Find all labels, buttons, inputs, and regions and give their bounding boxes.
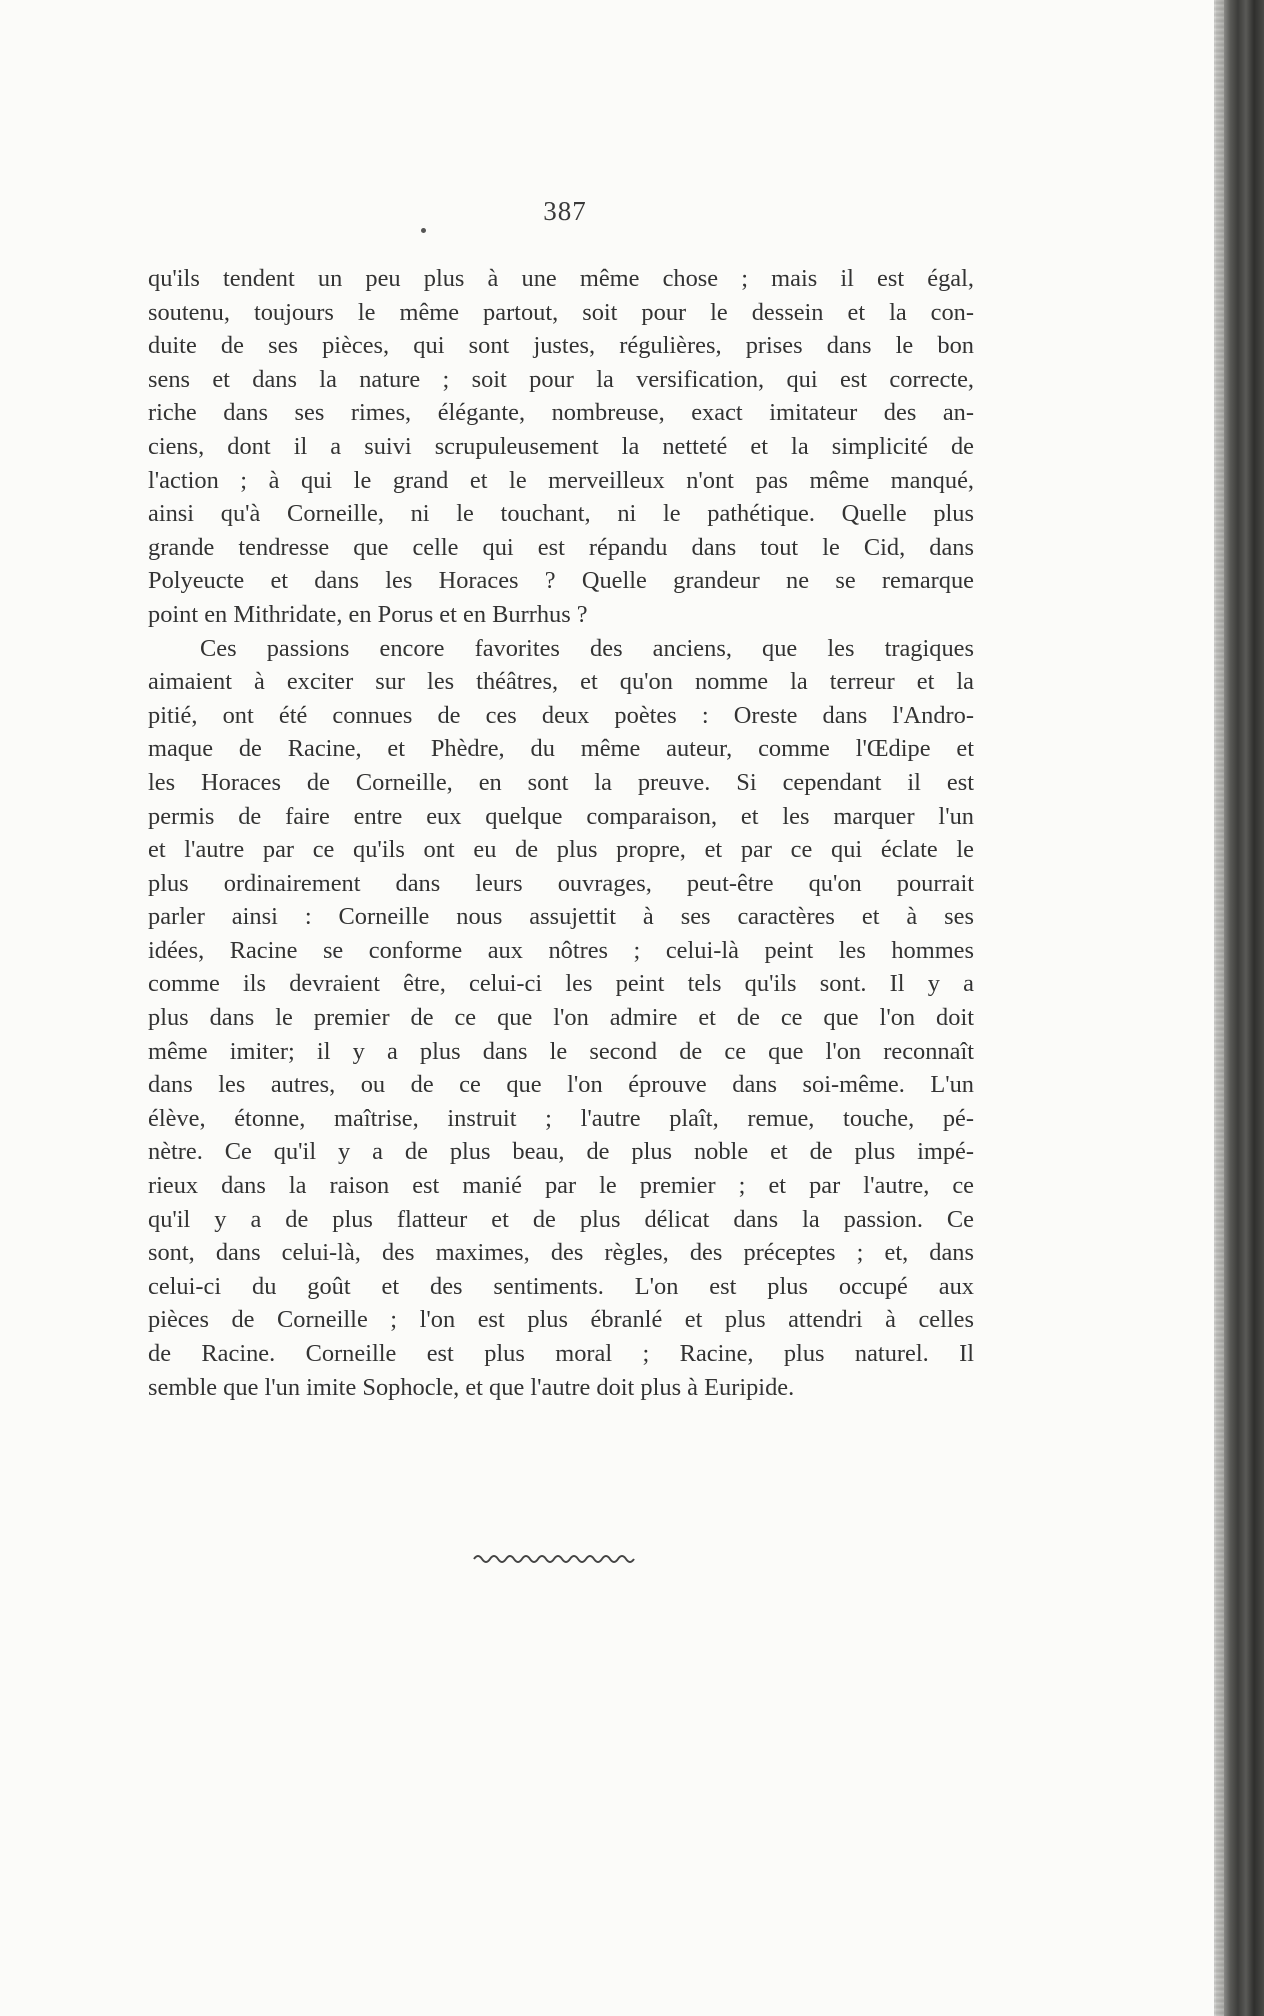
text-line: point en Mithridate, en Porus et en Burrhus ?	[148, 600, 588, 628]
body-text	[148, 262, 974, 1404]
text-line: celui-ci du goût et des sentiments. L'on est plus occupé aux	[148, 1272, 974, 1300]
text-line: Polyeucte et dans les Horaces ? Quelle grandeur ne se remarque	[148, 567, 974, 595]
text-line: nètre. Ce qu'il y a de plus beau, de plus noble et de plus impé-	[148, 1138, 974, 1166]
text-line: pièces de Corneille ; l'on est plus ébranlé et plus attendri à celles	[148, 1306, 974, 1334]
text-line: sont, dans celui-là, des maximes, des règles, des préceptes ; et, dans	[148, 1239, 974, 1267]
book-page-stack	[1214, 0, 1224, 2016]
page-number: 387	[543, 196, 587, 226]
text-line: élève, étonne, maîtrise, instruit ; l'autre plaît, remue, touche, pé-	[148, 1104, 974, 1132]
text-line: l'action ; à qui le grand et le merveilleux n'ont pas même manqué,	[148, 466, 974, 494]
text-line: aimaient à exciter sur les théâtres, et qu'on nomme la terreur et la	[148, 668, 974, 696]
text-line: idées, Racine se conforme aux nôtres ; celui-là peint les hommes	[148, 936, 974, 964]
text-line: maque de Racine, et Phèdre, du même auteur, comme l'Œdipe et	[148, 735, 974, 763]
text-line: ainsi qu'à Corneille, ni le touchant, ni le pathétique. Quelle plus	[148, 500, 974, 528]
text-line: semble que l'un imite Sophocle, et que l'autre doit plus à Euripide.	[148, 1373, 795, 1401]
paragraphs	[148, 262, 974, 1404]
text-line: riche dans ses rimes, élégante, nombreuse, exact imitateur des an-	[148, 399, 974, 427]
text-line: dans les autres, ou de ce que l'on éprouve dans soi-même. L'un	[148, 1071, 974, 1099]
text-line: qu'il y a de plus flatteur et de plus délicat dans la passion. Ce	[148, 1205, 974, 1233]
text-line: rieux dans la raison est manié par le premier ; et par l'autre, ce	[148, 1172, 974, 1200]
text-line: et l'autre par ce qu'ils ont eu de plus propre, et par ce qui éclate le	[148, 836, 974, 864]
text-line: Ces passions encore favorites des anciens, que les tragiques	[200, 634, 974, 662]
text-line: grande tendresse que celle qui est répandu dans tout le Cid, dans	[148, 533, 974, 561]
text-line: de Racine. Corneille est plus moral ; Racine, plus naturel. Il	[148, 1340, 974, 1367]
text-line: sens et dans la nature ; soit pour la versification, qui est correcte,	[148, 365, 974, 393]
text-line: plus ordinairement dans leurs ouvrages, peut-être qu'on pourrait	[148, 869, 974, 897]
end-ornament	[472, 1551, 640, 1567]
text-line: permis de faire entre eux quelque comparaison, et les marquer l'un	[148, 802, 974, 830]
ink-dot	[421, 228, 426, 233]
paragraph	[148, 262, 974, 632]
text-line: duite de ses pièces, qui sont justes, régulières, prises dans le bon	[148, 332, 974, 360]
paragraph	[148, 632, 974, 1405]
text-line: même imiter; il y a plus dans le second de ce que l'on reconnaît	[148, 1037, 974, 1065]
text-line: qu'ils tendent un peu plus à une même chose ; mais il est égal,	[148, 265, 974, 292]
text-line: pitié, ont été connues de ces deux poètes : Oreste dans l'Andro-	[148, 701, 974, 729]
text-line: soutenu, toujours le même partout, soit pour le dessein et la con-	[148, 298, 974, 326]
text-line: ciens, dont il a suivi scrupuleusement la netteté et la simplicité de	[148, 432, 974, 460]
text-line: les Horaces de Corneille, en sont la preuve. Si cependant il est	[148, 768, 974, 796]
text-line: parler ainsi : Corneille nous assujettit à ses caractères et à ses	[148, 903, 974, 931]
text-line: plus dans le premier de ce que l'on admire et de ce que l'on doit	[148, 1004, 974, 1032]
text-line: comme ils devraient être, celui-ci les peint tels qu'ils sont. Il y a	[148, 970, 974, 998]
